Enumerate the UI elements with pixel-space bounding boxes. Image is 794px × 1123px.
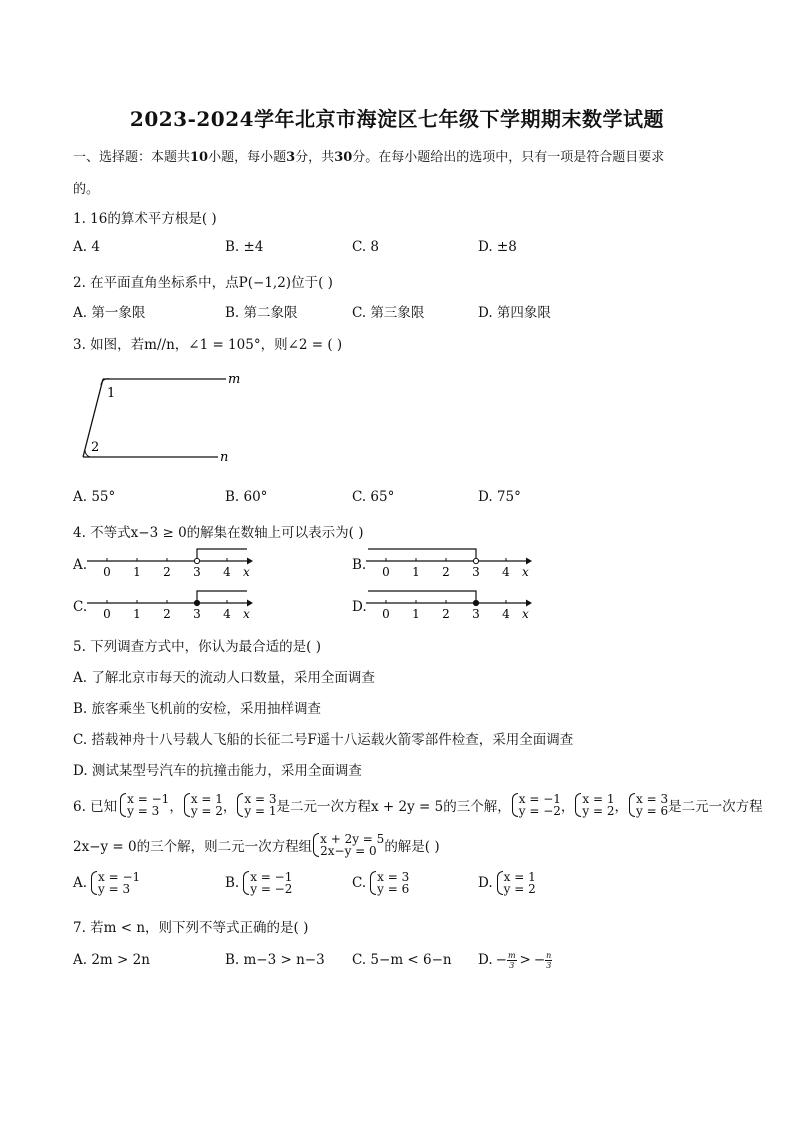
tick-label: 0 [103,607,111,621]
q1-option-d[interactable]: D. ±8 [478,239,517,255]
q5-option-a[interactable]: A. 了解北京市每天的流动人口数量，采用全面调查 [73,670,375,686]
q6-eq1: x + 2y = 5 [320,832,385,846]
q6-s2-x: x = 1 [190,792,223,806]
q3-option-a[interactable]: A. 55° [73,489,116,505]
tick-label: 1 [133,607,141,621]
q5-option-c[interactable]: C. 搭载神舟十八号载人飞船的长征二号F遥十八运载火箭零部件检查，采用全面调查 [73,732,574,748]
q6-option-c-label: C. [352,875,367,891]
angle2-arc [85,450,90,457]
q6-mid2: 是二元一次方程 [668,799,763,815]
section-intro-c: 分，共 [295,150,335,165]
solution-ray [368,549,476,561]
q6-mid1: 是二元一次方程x + 2y = 5的三个解， [276,799,511,815]
q4-stem: 4. 不等式x−3 ≥ 0的解集在数轴上可以表示为( ) [73,525,364,541]
tick-label: 2 [442,565,450,579]
q3-stem: 3. 如图，若m//n，∠1 = 105°，则∠2 = ( ) [73,337,343,353]
q7-option-d-label: D. [478,952,493,968]
closed-endpoint [473,600,478,605]
section-intro-d: 分。在每小题给出的选项中，只有一项是符合题目要求 [352,150,665,165]
q6-c-y: y = 6 [377,882,410,896]
q7-d-den2: 3 [546,960,552,970]
q2-option-b[interactable]: B. 第二象限 [225,305,298,321]
q6-option-d-label: D. [478,875,493,891]
q6-line2b: 的解是( ) [384,839,440,855]
q4-option-a-label[interactable]: A. [73,557,88,573]
closed-endpoint [194,600,199,605]
q6-solution-4 [511,793,561,817]
section-intro-b: 小题，每小题 [208,150,287,165]
q5-option-b[interactable]: B. 旅客乘坐飞机前的安检，采用抽样调查 [73,701,322,717]
tick-label: 1 [412,607,420,621]
q1-option-a[interactable]: A. 4 [73,239,100,255]
q7-stem: 7. 若m < n，则下列不等式正确的是( ) [73,920,309,936]
tick-label: 3 [472,565,480,579]
q7-option-c[interactable]: C. 5−m < 6−n [352,952,452,968]
q6-prefix: 6. 已知 [73,799,118,815]
q3-parallel-lines-figure [76,368,246,468]
q6-s4-y: y = −2 [518,804,561,818]
q6-equation-system [312,833,384,857]
tick-label: 1 [133,565,141,579]
q6-s3-x: x = 3 [244,792,277,806]
total-points: 30 [334,150,353,165]
q7-d-den1: 3 [509,960,515,970]
q6-option-d-system [496,871,536,895]
q2-option-d[interactable]: D. 第四象限 [478,305,551,321]
q4-option-b-label[interactable]: B. [352,557,367,573]
tick-label: 4 [502,607,510,621]
q6-d-y: y = 2 [503,882,536,896]
tick-label: 3 [193,565,201,579]
q6-option-c[interactable] [352,871,409,895]
q6-s3-y: y = 1 [244,804,277,818]
q1-option-c[interactable]: C. 8 [352,239,380,255]
q6-solution-1 [119,793,169,817]
q6-s6-x: x = 3 [636,792,669,806]
solution-ray [368,591,476,603]
q7-d-sign2: − [533,952,546,968]
q7-d-sign1: − [495,952,507,968]
q6-line2 [73,830,440,860]
question-count: 10 [190,150,209,165]
q3-option-c[interactable]: C. 65° [352,489,395,505]
tick-label: 2 [163,607,171,621]
page-title: 2023-2024学年北京市海淀区七年级下学期期末数学试题 [129,107,665,131]
q6-b-x: x = −1 [250,870,293,884]
tick-label: 0 [103,565,111,579]
q6-solution-3 [236,793,276,817]
q6-option-b-label: B. [225,875,240,891]
q7-option-b[interactable]: B. m−3 > n−3 [225,952,325,968]
q6-s2-y: y = 2 [190,804,223,818]
q6-a-y: y = 3 [98,882,131,896]
q4-number-line-a[interactable] [85,545,255,581]
tick-label: 2 [163,565,171,579]
q6-solution-6 [628,793,668,817]
solution-ray [197,591,247,603]
q1-option-b[interactable]: B. ±4 [225,239,264,255]
q2-option-c[interactable]: C. 第三象限 [352,305,425,321]
q2-stem: 2. 在平面直角坐标系中，点P(−1,2)位于( ) [73,275,333,291]
section-intro [73,146,664,165]
q6-s4-x: x = −1 [518,792,561,806]
q7-d-fraction-n [545,951,552,970]
axis-variable: x [243,565,250,579]
tick-label: 4 [223,607,231,621]
q4-number-line-d[interactable] [364,587,534,623]
q1-stem: 1. 16的算术平方根是( ) [73,211,217,227]
solution-ray [197,549,247,561]
q7-d-relation: > [519,952,531,968]
q6-option-b[interactable] [225,871,292,895]
q5-option-d[interactable]: D. 测试某型号汽车的抗撞击能力，采用全面调查 [73,763,362,779]
q6-s6-y: y = 6 [636,804,669,818]
q7-d-num1: m [507,950,516,960]
angle1-label: 1 [107,386,116,401]
tick-label: 0 [382,607,390,621]
q6-a-x: x = −1 [98,870,141,884]
axis-variable: x [243,607,250,621]
axis-arrow [247,558,253,565]
axis-arrow [526,600,532,607]
q6-solution-5 [574,793,614,817]
q6-eq2: 2x−y = 0 [320,844,377,858]
tick-label: 0 [382,565,390,579]
q6-s1-y: y = 3 [127,804,160,818]
q6-s1-x: x = −1 [127,792,170,806]
q4-number-line-b[interactable] [364,545,534,581]
q5-stem: 5. 下列调查方式中，你认为最合适的是( ) [73,639,321,655]
q6-option-c-system [369,871,409,895]
q7-d-fraction-m [507,951,517,970]
points-per-question: 3 [286,150,296,165]
tick-label: 4 [502,565,510,579]
tick-label: 2 [442,607,450,621]
section-intro-tail: 的。 [73,182,100,197]
q7-option-d[interactable] [478,946,552,974]
q3-option-b[interactable]: B. 60° [225,489,268,505]
angle2-label: 2 [91,440,100,455]
q6-option-a-system [90,871,140,895]
q6-line1: 6. 已知 x = −1 y = 3 ， x = 1 y = 2 ， x = 3 y = 1 是二元一次方程x + 2y = 5的三个解， x = −1 y = −2 ， x = 1 y = 2 ， x = 3 y = 6 是二元一次方程 [73,792,763,818]
axis-variable: x [522,607,529,621]
section-intro-a: 一、选择题：本题共 [73,150,191,165]
q4-number-line-c[interactable] [85,587,255,623]
q6-solution-2 [183,793,223,817]
q6-s5-x: x = 1 [582,792,615,806]
q4-option-d-label[interactable]: D. [352,599,367,615]
q3-option-d[interactable]: D. 75° [478,489,521,505]
q6-option-b-system [242,871,292,895]
q6-option-a[interactable] [73,871,140,895]
q6-d-x: x = 1 [503,870,536,884]
q6-option-d[interactable] [478,871,536,895]
line-m-label: m [228,372,241,387]
q2-option-a[interactable]: A. 第一象限 [73,305,146,321]
q6-b-y: y = −2 [250,882,293,896]
q6-s5-y: y = 2 [582,804,615,818]
open-endpoint [473,558,478,563]
q6-option-a-label: A. [73,875,88,891]
axis-arrow [247,600,253,607]
line-n-label: n [220,450,229,465]
q6-line2a: 2x−y = 0的三个解，则二元一次方程组 [73,839,313,855]
q7-option-a[interactable]: A. 2m > 2n [73,952,150,968]
tick-label: 1 [412,565,420,579]
q7-d-num2: n [546,950,552,960]
axis-variable: x [522,565,529,579]
tick-label: 3 [472,607,480,621]
tick-label: 3 [193,607,201,621]
tick-label: 4 [223,565,231,579]
open-endpoint [194,558,199,563]
axis-arrow [526,558,532,565]
q4-option-c-label[interactable]: C. [73,599,88,615]
q6-c-x: x = 3 [377,870,410,884]
